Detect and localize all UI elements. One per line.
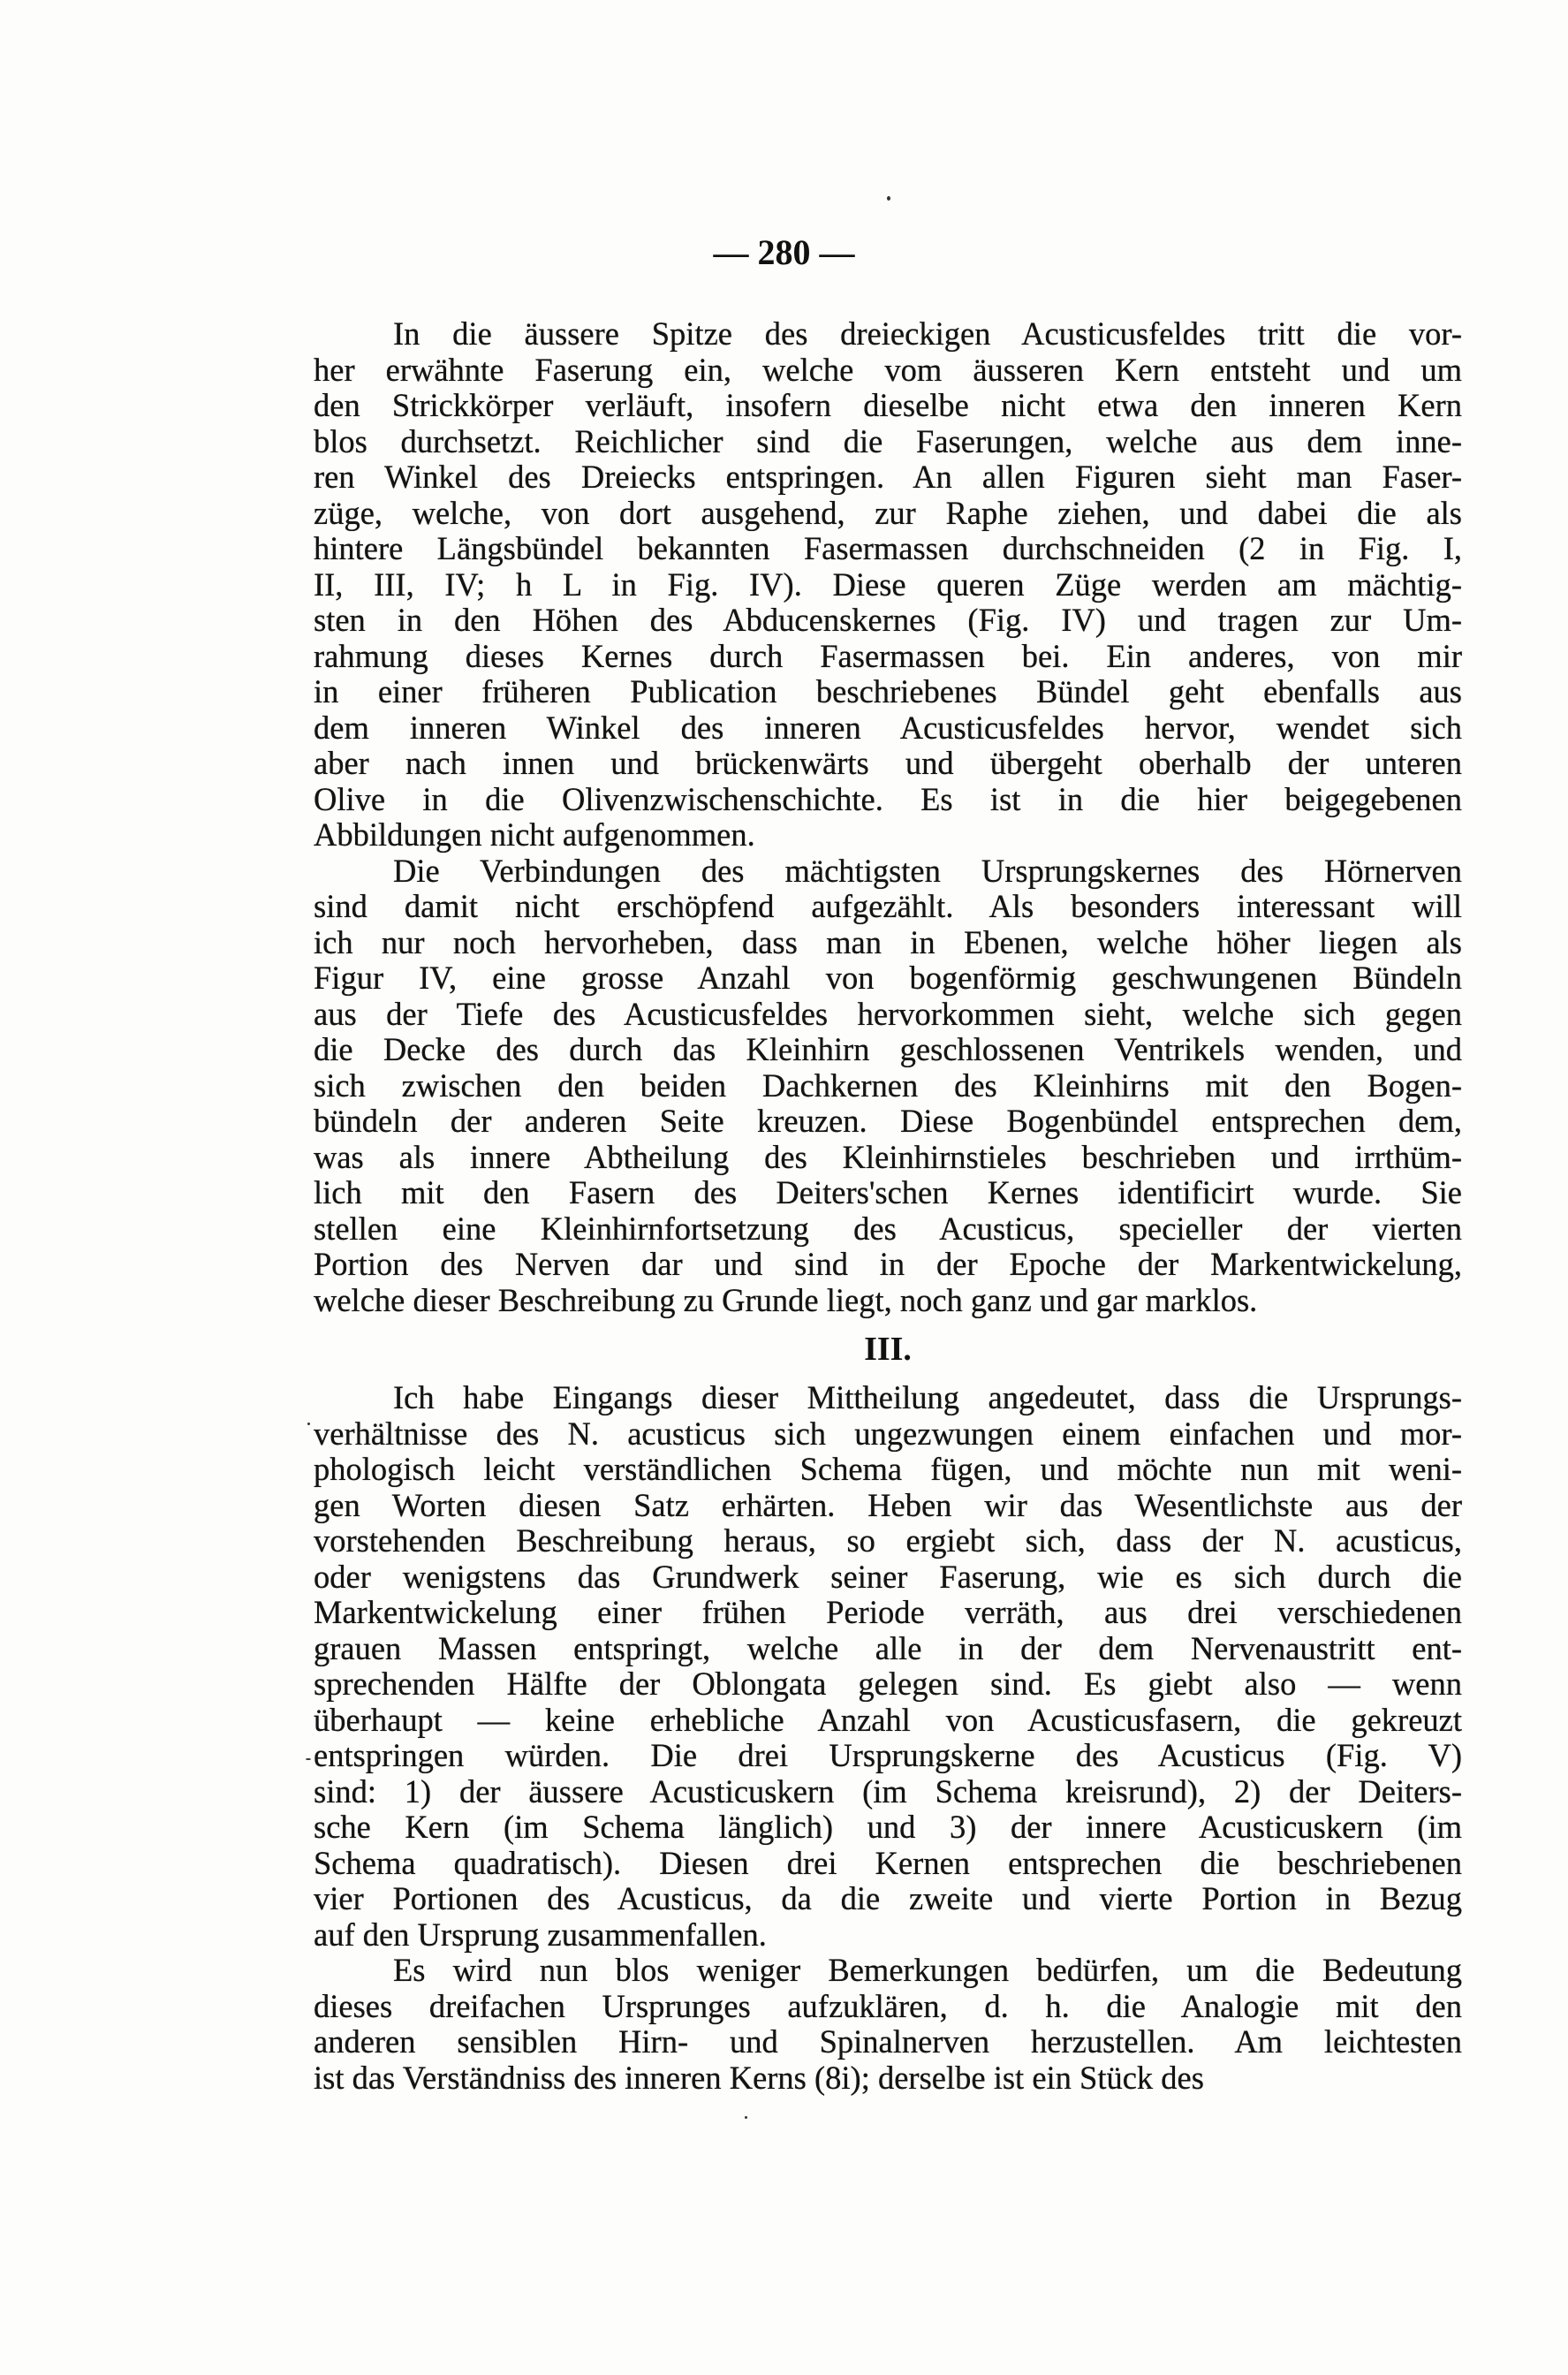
text-line: Ich habe Eingangs dieser Mittheilung angedeutet, dass die Ursprungs- xyxy=(393,1379,1462,1415)
text-line: rahmung dieses Kernes durch Fasermassen bei. Ein anderes, von mir xyxy=(314,637,1462,674)
text-line: auf den Ursprung zusammenfallen. xyxy=(314,1916,767,1953)
text-line: Abbildungen nicht aufgenommen. xyxy=(314,816,755,853)
text-line: was als innere Abtheilung des Kleinhirnstieles beschrieben und irrthüm- xyxy=(314,1138,1462,1175)
text-line: verhältnisse des N. acusticus sich ungezwungen einem einfachen und mor- xyxy=(314,1415,1462,1452)
text-line: die Decke des durch das Kleinhirn geschlossenen Ventrikels wenden, und xyxy=(314,1031,1462,1067)
text-line: dem inneren Winkel des inneren Acusticusfeldes hervor, wendet sich xyxy=(314,709,1462,746)
page-number: — 280 — xyxy=(713,232,855,272)
paragraph-3 xyxy=(314,1380,1462,1953)
text-line: gen Worten diesen Satz erhärten. Heben wir das Wesentlichste aus der xyxy=(314,1486,1462,1523)
text-line: Schema quadratisch). Diesen drei Kernen entsprechen die beschriebenen xyxy=(314,1844,1462,1881)
scan-speck xyxy=(307,1423,310,1425)
text-line: vier Portionen des Acusticus, da die zweite und vierte Portion in Bezug xyxy=(314,1880,1462,1916)
text-line: aus der Tiefe des Acusticusfeldes hervorkommen sieht, welche sich gegen xyxy=(314,995,1462,1032)
text-line: Die Verbindungen des mächtigsten Ursprungskernes des Hörnerven xyxy=(393,852,1462,889)
text-line: Markentwickelung einer frühen Periode verräth, aus drei verschiedenen xyxy=(314,1594,1462,1630)
text-line: Es wird nun blos weniger Bemerkungen bedürfen, um die Bedeutung xyxy=(393,1952,1462,1988)
text-line: hintere Längsbündel bekannten Fasermassen durchschneiden (2 in Fig. I, xyxy=(314,530,1462,566)
text-line: den Strickkörper verläuft, insofern dieselbe nicht etwa den inneren Kern xyxy=(314,387,1462,423)
text-line: oder wenigstens das Grundwerk seiner Faserung, wie es sich durch die xyxy=(314,1558,1462,1595)
text-line: dieses dreifachen Ursprunges aufzuklären, d. h. die Analogie mit den xyxy=(314,1987,1462,2024)
text-column xyxy=(314,316,1462,2096)
text-line: bündeln der anderen Seite kreuzen. Diese Bogenbündel entsprechen dem, xyxy=(314,1103,1462,1139)
text-line: sche Kern (im Schema länglich) und 3) der innere Acusticuskern (im xyxy=(314,1809,1462,1845)
scan-speck xyxy=(306,1758,311,1760)
text-line: Olive in die Olivenzwischenschichte. Es ist in die hier beigegebenen xyxy=(314,780,1462,817)
scan-speck xyxy=(745,2116,747,2119)
paragraph-2 xyxy=(314,854,1462,1319)
text-line: sich zwischen den beiden Dachkernen des Kleinhirns mit den Bogen- xyxy=(314,1066,1462,1104)
text-line: her erwähnte Faserung ein, welche vom äusseren Kern entsteht und um xyxy=(314,351,1462,388)
text-line: In die äussere Spitze des dreieckigen Acusticusfeldes tritt die vor- xyxy=(393,315,1462,352)
text-line: II, III, IV; h L in Fig. IV). Diese queren Züge werden am mächtig- xyxy=(314,565,1462,603)
section-heading: III. xyxy=(864,1331,912,1368)
text-line: grauen Massen entspringt, welche alle in der dem Nervenaustritt ent- xyxy=(314,1629,1462,1666)
text-line: vorstehenden Beschreibung heraus, so ergiebt sich, dass der N. acusticus, xyxy=(314,1522,1462,1559)
text-line: Figur IV, eine grosse Anzahl von bogenförmig geschwungenen Bündeln xyxy=(314,960,1462,996)
text-line: sprechenden Hälfte der Oblongata gelegen sind. Es giebt also — wenn xyxy=(314,1666,1462,1702)
paragraph-4 xyxy=(314,1953,1462,2096)
paragraph-1 xyxy=(314,316,1462,854)
text-line: anderen sensiblen Hirn- und Spinalnerven herzustellen. Am leichtesten xyxy=(314,2023,1462,2060)
text-line: in einer früheren Publication beschriebenes Bündel geht ebenfalls aus xyxy=(314,673,1462,709)
scan-speck xyxy=(887,196,890,201)
text-line: phologisch leicht verständlichen Schema fügen, und möchte nun mit weni- xyxy=(314,1451,1462,1487)
text-line: welche dieser Beschreibung zu Grunde liegt, noch ganz und gar marklos. xyxy=(314,1281,1258,1318)
text-line: stellen eine Kleinhirnfortsetzung des Acusticus, specieller der vierten xyxy=(314,1210,1462,1247)
text-line: überhaupt — keine erhebliche Anzahl von Acusticusfasern, die gekreuzt xyxy=(314,1701,1462,1738)
text-line: entspringen würden. Die drei Ursprungskerne des Acusticus (Fig. V) xyxy=(314,1737,1462,1773)
text-line: blos durchsetzt. Reichlicher sind die Faserungen, welche aus dem inne- xyxy=(314,422,1462,459)
text-line: ren Winkel des Dreiecks entspringen. An allen Figuren sieht man Faser- xyxy=(314,459,1462,495)
text-line: sind: 1) der äussere Acusticuskern (im Schema kreisrund), 2) der Deiters- xyxy=(314,1772,1462,1810)
text-line: lich mit den Fasern des Deiters'schen Kernes identificirt wurde. Sie xyxy=(314,1174,1462,1210)
text-line: züge, welche, von dort ausgehend, zur Raphe ziehen, und dabei die als xyxy=(314,494,1462,531)
text-line: ich nur noch hervorheben, dass man in Ebenen, welche höher liegen als xyxy=(314,923,1462,960)
text-line: sind damit nicht erschöpfend aufgezählt. Als besonders interessant will xyxy=(314,888,1462,924)
text-line: Portion des Nerven dar und sind in der Epoche der Markentwickelung, xyxy=(314,1246,1462,1282)
text-line: ist das Verständniss des inneren Kerns (8i); derselbe ist ein Stück des xyxy=(314,2059,1204,2096)
text-line: sten in den Höhen des Abducenskernes (Fig. IV) und tragen zur Um- xyxy=(314,602,1462,638)
text-line: aber nach innen und brückenwärts und übergeht oberhalb der unteren xyxy=(314,745,1462,781)
